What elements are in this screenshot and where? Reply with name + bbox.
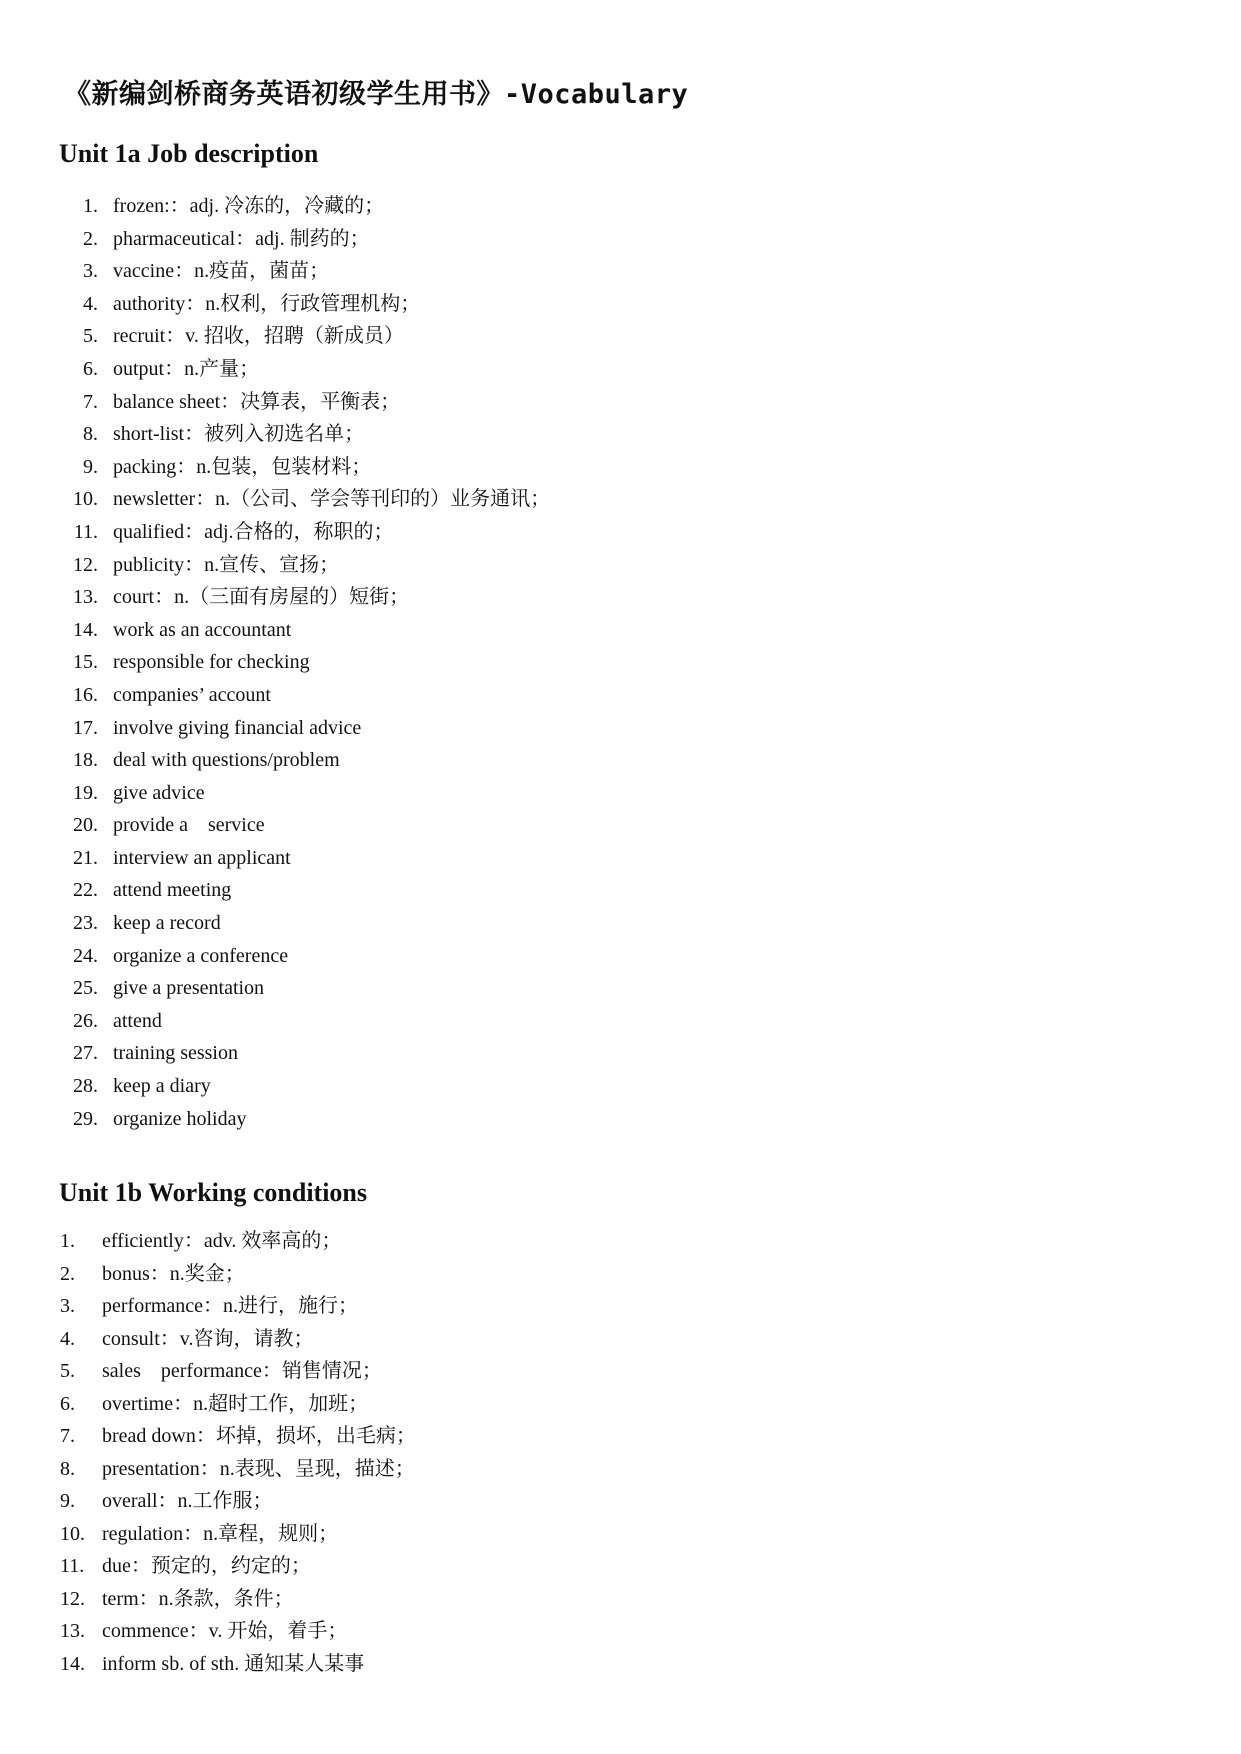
vocab-item-text: pharmaceutical：adj. 制药的；: [113, 227, 370, 250]
vocab-item: [0, 809, 1100, 842]
vocab-item-number: 11.: [60, 1555, 85, 1577]
vocab-item: [0, 646, 1100, 679]
vocab-item-text: commence：v. 开始，着手；: [102, 1620, 348, 1642]
vocab-item: [0, 1615, 1100, 1648]
vocab-item-number: 12.: [73, 553, 98, 576]
vocab-item: [0, 223, 1100, 256]
vocab-item: [0, 516, 1100, 549]
vocab-item: [0, 451, 1100, 484]
vocab-item-number: 28.: [73, 1075, 98, 1098]
vocab-item-number: 2.: [60, 1262, 75, 1285]
vocab-item-number: 27.: [73, 1042, 98, 1065]
vocab-item: [0, 1648, 1100, 1681]
vocab-item: [0, 255, 1100, 288]
vocab-item: [0, 549, 1100, 582]
vocab-item-number: 5.: [83, 325, 98, 348]
vocab-item: [0, 1070, 1100, 1103]
vocab-item-text: consult：v.咨询，请教；: [102, 1327, 314, 1350]
vocab-item: [0, 679, 1100, 712]
vocab-item-number: 29.: [73, 1107, 98, 1130]
vocab-item-number: 9.: [60, 1490, 75, 1512]
vocab-item-text: bread down：坏掉，损坏，出毛病；: [102, 1425, 416, 1447]
vocab-item-text: balance sheet：决算表，平衡表；: [113, 390, 401, 413]
vocab-item: [0, 614, 1100, 647]
vocab-item: [0, 712, 1100, 745]
vocab-item-number: 10.: [60, 1522, 85, 1545]
vocab-item-number: 6.: [60, 1392, 75, 1415]
section-heading-unit-1b: Unit 1b Working conditions: [59, 1178, 368, 1207]
vocab-item-text: work as an accountant: [113, 618, 292, 641]
vocab-item: [0, 353, 1100, 386]
vocab-item-text: deal with questions/problem: [113, 749, 340, 772]
vocab-item-text: give a presentation: [113, 977, 265, 1000]
vocab-item-text: authority：n.权利，行政管理机构；: [113, 292, 421, 315]
vocab-item-text: performance：n.进行，施行；: [102, 1295, 359, 1317]
vocab-item: [0, 777, 1100, 810]
vocab-item-text: sales performance：销售情况；: [102, 1360, 382, 1382]
vocab-item-number: 6.: [83, 357, 98, 380]
vocab-item-text: keep a record: [113, 912, 221, 935]
vocab-item: [0, 190, 1100, 223]
vocab-item-text: involve giving financial advice: [113, 716, 362, 739]
vocab-item-number: 5.: [60, 1360, 75, 1382]
vocab-item-text: companies’ account: [113, 683, 271, 706]
vocab-item: [0, 1005, 1100, 1038]
vocab-item-text: overall：n.工作服；: [102, 1490, 273, 1512]
vocab-item-number: 19.: [73, 781, 98, 804]
vocab-item-text: regulation：n.章程，规则；: [102, 1522, 339, 1545]
vocab-item: [0, 418, 1100, 451]
vocab-item-number: 4.: [83, 292, 98, 315]
vocab-item-text: short-list：被列入初选名单；: [113, 423, 365, 446]
vocab-item-number: 22.: [73, 879, 98, 902]
vocab-item-text: newsletter：n.（公司、学会等刊印的）业务通讯；: [113, 488, 551, 511]
vocab-item-number: 11.: [73, 520, 98, 543]
vocab-item: [0, 874, 1100, 907]
vocab-item-text: frozen:：adj. 冷冻的，冷藏的；: [113, 195, 385, 217]
vocab-item: [0, 288, 1100, 321]
vocab-item-number: 26.: [73, 1009, 98, 1032]
vocab-item-number: 10.: [73, 488, 98, 511]
vocab-item-number: 12.: [60, 1587, 85, 1610]
vocab-item-text: output：n.产量；: [113, 357, 260, 380]
vocab-item-text: recruit：v. 招收，招聘（新成员）: [113, 325, 404, 348]
vocab-item-number: 8.: [60, 1457, 75, 1480]
vocab-item-text: inform sb. of sth. 通知某人某事: [102, 1652, 365, 1675]
vocab-item-text: bonus：n.奖金；: [102, 1262, 245, 1285]
vocab-item: [0, 386, 1100, 419]
vocab-item-number: 3.: [83, 260, 98, 283]
vocab-item-number: 25.: [73, 977, 98, 1000]
vocab-item: [0, 1583, 1100, 1616]
vocab-item: [0, 1323, 1100, 1356]
vocab-item-text: presentation：n.表现、呈现，描述；: [102, 1457, 415, 1480]
vocab-item: [0, 1037, 1100, 1070]
vocab-item-number: 18.: [73, 749, 98, 772]
vocab-item-text: responsible for checking: [113, 651, 310, 674]
vocab-item-text: vaccine：n.疫苗，菌苗；: [113, 260, 330, 283]
vocab-item: [0, 744, 1100, 777]
vocab-item-number: 13.: [60, 1620, 85, 1642]
vocab-item: [0, 1453, 1100, 1486]
vocab-list-unit-1b: [0, 1225, 1100, 1680]
vocab-item-number: 2.: [83, 227, 98, 250]
vocab-item-number: 4.: [60, 1327, 75, 1350]
vocab-item-text: packing：n.包装，包装材料；: [113, 455, 372, 478]
vocab-item-text: publicity：n.宣传、宣扬；: [113, 553, 340, 576]
vocab-item-number: 21.: [73, 846, 98, 869]
vocab-item: [0, 1258, 1100, 1291]
vocab-item-number: 23.: [73, 912, 98, 935]
vocab-item-number: 9.: [83, 455, 98, 478]
section-heading-unit-1a: Unit 1a Job description: [59, 139, 319, 168]
vocab-item-number: 1.: [83, 195, 98, 217]
vocab-item: [0, 1355, 1100, 1388]
vocab-item: [0, 1420, 1100, 1453]
vocab-item: [0, 581, 1100, 614]
vocab-item-text: qualified：adj.合格的，称职的；: [113, 520, 394, 543]
vocab-item-text: attend meeting: [113, 879, 232, 902]
vocab-item: [0, 842, 1100, 875]
vocab-item-text: provide a service: [113, 814, 265, 837]
vocab-item: [0, 1485, 1100, 1518]
vocab-item-number: 13.: [73, 586, 98, 609]
vocab-item-text: attend: [113, 1009, 162, 1032]
vocab-item-number: 20.: [73, 814, 98, 837]
vocab-item-number: 7.: [60, 1425, 75, 1447]
vocab-item-number: 8.: [83, 423, 98, 446]
vocab-item-text: give advice: [113, 781, 205, 804]
vocab-item-number: 15.: [73, 651, 98, 674]
vocab-item-number: 1.: [60, 1230, 75, 1252]
vocab-item-number: 14.: [73, 618, 98, 641]
vocab-item-number: 3.: [60, 1295, 75, 1317]
vocab-item-number: 24.: [73, 944, 98, 967]
page-title: 《新编剑桥商务英语初级学生用书》-Vocabulary: [64, 79, 689, 110]
vocab-item-number: 14.: [60, 1652, 85, 1675]
vocab-item-number: 7.: [83, 390, 98, 413]
vocab-item: [0, 1550, 1100, 1583]
vocab-item-text: interview an applicant: [113, 846, 291, 869]
vocab-item: [0, 320, 1100, 353]
vocab-item-text: training session: [113, 1042, 238, 1065]
vocab-item-text: overtime：n.超时工作，加班；: [102, 1392, 369, 1415]
vocab-item: [0, 483, 1100, 516]
vocab-item-text: organize a conference: [113, 944, 289, 967]
vocab-item: [0, 907, 1100, 940]
vocab-item: [0, 972, 1100, 1005]
vocab-item-number: 16.: [73, 683, 98, 706]
vocab-item: [0, 1225, 1100, 1258]
vocab-item: [0, 940, 1100, 973]
vocab-item-text: organize holiday: [113, 1107, 247, 1130]
vocab-item-text: court：n.（三面有房屋的）短街；: [113, 586, 410, 609]
vocab-item-text: due：预定的，约定的；: [102, 1555, 311, 1577]
vocab-item-text: keep a diary: [113, 1075, 211, 1098]
vocab-list-unit-1a: [0, 190, 1100, 1135]
vocab-item-text: efficiently：adv. 效率高的；: [102, 1230, 342, 1252]
vocab-item: [0, 1103, 1100, 1136]
vocab-item-text: term：n.条款，条件；: [102, 1587, 294, 1610]
vocab-item: [0, 1388, 1100, 1421]
vocab-item: [0, 1518, 1100, 1551]
vocab-item-number: 17.: [73, 716, 98, 739]
vocab-item: [0, 1290, 1100, 1323]
